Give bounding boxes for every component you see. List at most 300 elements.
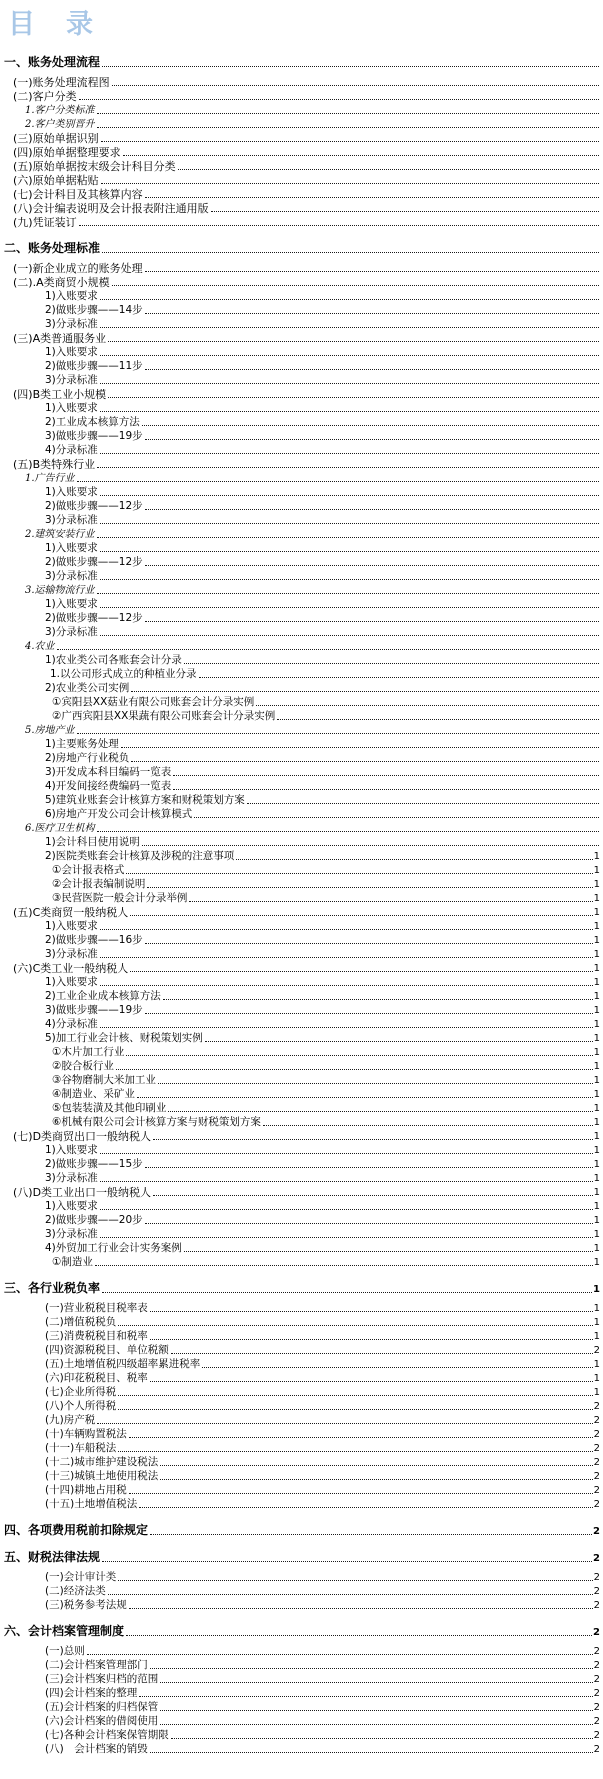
toc-entry-label: 2)工业企业成本核算方法 — [45, 990, 161, 1002]
toc-section-heading[interactable] — [4, 54, 600, 70]
toc-entry-label: 3)分录标准 — [45, 1172, 98, 1184]
dot-leader — [126, 1054, 592, 1056]
toc-entry[interactable] — [4, 303, 600, 317]
toc-entry[interactable] — [4, 597, 600, 611]
toc-entry[interactable] — [4, 1059, 600, 1073]
table-of-contents — [4, 54, 600, 1756]
toc-entry[interactable] — [4, 919, 600, 933]
toc-entry[interactable] — [4, 527, 600, 541]
toc-entry-label: 4)外贸加工行业会计实务案例 — [45, 1242, 182, 1254]
toc-entry[interactable] — [4, 961, 600, 975]
page-number: 1 — [593, 851, 600, 862]
toc-entry-label: 3)分录标准 — [45, 1228, 98, 1240]
toc-entry[interactable] — [4, 1728, 600, 1742]
page-number: 1 — [593, 1103, 600, 1114]
page-number: 1 — [593, 1331, 600, 1342]
toc-entry[interactable] — [4, 1031, 600, 1045]
toc-entry[interactable] — [4, 1185, 600, 1199]
toc-entry[interactable] — [4, 415, 600, 429]
toc-entry[interactable] — [4, 1644, 600, 1658]
toc-entry-label: ②广西宾阳县ⅩⅩ果蔬有限公司账套会计分录实例 — [52, 710, 276, 722]
toc-entry[interactable] — [4, 723, 600, 737]
dot-leader — [130, 970, 592, 972]
dot-leader — [150, 1380, 593, 1382]
toc-entry[interactable] — [4, 1441, 600, 1455]
toc-entry[interactable] — [4, 1413, 600, 1427]
dot-leader — [102, 65, 599, 67]
toc-entry-label: (八)会计编表说明及会计报表附注通用版 — [13, 202, 209, 215]
toc-entry[interactable] — [4, 1455, 600, 1469]
toc-entry-label: 2.建筑安装行业 — [25, 529, 95, 540]
toc-entry-label: 1)入账要求 — [45, 1144, 98, 1156]
toc-entry[interactable] — [4, 947, 600, 961]
dot-leader — [112, 84, 599, 86]
toc-entry[interactable] — [4, 317, 600, 331]
toc-entry[interactable] — [4, 513, 600, 527]
page-number: 1 — [593, 1303, 600, 1314]
toc-entry[interactable] — [4, 933, 600, 947]
toc-entry-label: 3)做账步骤——19步 — [45, 1004, 143, 1016]
toc-entry[interactable] — [4, 1497, 600, 1511]
dot-leader — [101, 182, 599, 184]
dot-leader — [171, 1352, 593, 1354]
toc-entry[interactable] — [4, 1343, 600, 1357]
dot-leader — [97, 1422, 592, 1424]
dot-leader — [139, 1695, 592, 1697]
toc-entry-label: (一)会计审计类 — [45, 1571, 117, 1583]
toc-entry-label: 3)做账步骤——19步 — [45, 430, 143, 442]
toc-entry[interactable] — [4, 1157, 600, 1171]
toc-entry[interactable] — [4, 1101, 600, 1115]
dot-leader — [137, 1096, 593, 1098]
page-title: 目 录 — [8, 9, 95, 40]
toc-entry-label: ①制造业 — [52, 1256, 93, 1268]
toc-entry-label: 1)入账要求 — [45, 402, 98, 414]
toc-entry-label: 2)做账步骤——11步 — [45, 360, 143, 372]
dot-leader — [163, 998, 593, 1000]
page-number: 1 — [593, 963, 600, 974]
dot-leader — [116, 1068, 593, 1070]
dot-leader — [247, 802, 599, 804]
toc-entry-label: 3)开发成本科目编码一览表 — [45, 766, 172, 778]
page-number: 2 — [593, 1646, 600, 1657]
page-number: 2 — [593, 1485, 600, 1496]
toc-entry[interactable] — [4, 89, 600, 103]
toc-entry[interactable] — [4, 373, 600, 387]
page-number: 1 — [593, 1061, 600, 1072]
dot-leader — [160, 1723, 592, 1725]
toc-entry-label: 1)农业类公司各账套会计分录 — [45, 654, 182, 666]
toc-entry[interactable] — [4, 1570, 600, 1584]
page-number: 1 — [593, 907, 600, 918]
toc-entry[interactable] — [4, 1357, 600, 1371]
toc-entry-label: ③谷物磨制大米加工业 — [52, 1074, 156, 1086]
toc-entry[interactable] — [4, 1115, 600, 1129]
dot-leader — [139, 1506, 592, 1508]
toc-entry[interactable] — [4, 569, 600, 583]
toc-entry[interactable] — [4, 443, 600, 457]
dot-leader — [150, 1310, 593, 1312]
toc-entry-label: 2)做账步骤——12步 — [45, 500, 143, 512]
toc-entry-label: 5)建筑业账套会计核算方案和财税策划方案 — [45, 794, 245, 806]
toc-section-heading[interactable] — [4, 1522, 600, 1538]
toc-entry[interactable] — [4, 1399, 600, 1413]
toc-entry-label: 2)医院类账套会计核算及涉税的注意事项 — [45, 850, 235, 862]
dot-leader — [123, 154, 599, 156]
toc-entry[interactable] — [4, 681, 600, 695]
dot-leader — [100, 452, 599, 454]
toc-section-heading[interactable] — [4, 1280, 600, 1296]
toc-entry[interactable] — [4, 103, 600, 117]
toc-entry[interactable] — [4, 835, 600, 849]
dot-leader — [277, 718, 599, 720]
toc-entry-label: (八) 会计档案的销毁 — [45, 1743, 148, 1755]
dot-leader — [100, 956, 593, 958]
toc-entry-label: (五)原始单据按末级会计科目分类 — [13, 160, 176, 173]
page-number: 2 — [593, 1674, 600, 1685]
dot-leader — [97, 112, 599, 114]
toc-entry[interactable] — [4, 1255, 600, 1269]
toc-entry[interactable] — [4, 289, 600, 303]
toc-entry-label: 1.以公司形式成立的种植业分录 — [50, 668, 197, 680]
page-number: 1 — [593, 1033, 600, 1044]
dot-leader — [118, 1408, 592, 1410]
dot-leader — [150, 1751, 593, 1753]
toc-entry-label: (一)营业税税目税率表 — [45, 1302, 148, 1314]
toc-entry-label: 4)分录标准 — [45, 1018, 98, 1030]
toc-entry[interactable] — [4, 1143, 600, 1157]
toc-entry-label: 5)加工行业会计核、财税策划实例 — [45, 1032, 203, 1044]
toc-section-heading-label: 一、账务处理流程 — [4, 55, 101, 69]
dot-leader — [142, 424, 599, 426]
page-number: 2 — [593, 1499, 600, 1510]
page-number: 2 — [593, 1401, 600, 1412]
page-number: 1 — [593, 1005, 600, 1016]
toc-entry-label: 2)农业类公司实例 — [45, 682, 130, 694]
toc-entry[interactable] — [4, 275, 600, 289]
toc-entry[interactable] — [4, 625, 600, 639]
toc-entry[interactable] — [4, 187, 600, 201]
dot-leader — [263, 1124, 593, 1126]
dot-leader — [236, 858, 592, 860]
dot-leader — [189, 900, 592, 902]
toc-entry[interactable] — [4, 667, 600, 681]
toc-entry[interactable] — [4, 75, 600, 89]
toc-entry[interactable] — [4, 1584, 600, 1598]
toc-entry[interactable] — [4, 1742, 600, 1756]
dot-leader — [100, 1152, 593, 1154]
dot-leader — [108, 1593, 593, 1595]
dot-leader — [100, 494, 599, 496]
dot-leader — [129, 1607, 593, 1609]
toc-entry-label: 2)做账步骤——20步 — [45, 1214, 143, 1226]
toc-entry[interactable] — [4, 695, 600, 709]
toc-entry-label: 1)会计科目使用说明 — [45, 836, 140, 848]
dot-leader — [95, 1264, 593, 1266]
toc-entry-label: 3)分录标准 — [45, 626, 98, 638]
toc-entry[interactable] — [4, 331, 600, 345]
toc-entry[interactable] — [4, 485, 600, 499]
dot-leader — [168, 1110, 592, 1112]
toc-entry[interactable] — [4, 1483, 600, 1497]
toc-entry-label: 2)做账步骤——16步 — [45, 934, 143, 946]
page-number: 2 — [593, 1744, 600, 1755]
toc-section-heading-label: 六、会计档案管理制度 — [4, 1624, 125, 1638]
page-number: 2 — [593, 1415, 600, 1426]
toc-entry[interactable] — [4, 1329, 600, 1343]
toc-entry-label: (二)会计档案管理部门 — [45, 1659, 148, 1671]
toc-entry-label: (三)会计档案归档的范围 — [45, 1673, 159, 1685]
page-number: 2 — [593, 1660, 600, 1671]
toc-entry[interactable] — [4, 849, 600, 863]
page-number: 2 — [593, 1627, 600, 1638]
dot-leader — [145, 368, 599, 370]
toc-entry[interactable] — [4, 611, 600, 625]
dot-leader — [100, 1236, 593, 1238]
toc-entry-label: 3)分录标准 — [45, 570, 98, 582]
toc-entry[interactable] — [4, 387, 600, 401]
toc-entry[interactable] — [4, 1385, 600, 1399]
page-number: 1 — [593, 1145, 600, 1156]
toc-entry[interactable] — [4, 457, 600, 471]
page-number: 1 — [593, 991, 600, 1002]
dot-leader — [145, 1222, 593, 1224]
toc-section-heading-label: 二、账务处理标准 — [4, 241, 101, 255]
page-number: 1 — [593, 1359, 600, 1370]
toc-entry[interactable] — [4, 261, 600, 275]
page-number: 1 — [593, 1159, 600, 1170]
dot-leader — [145, 438, 599, 440]
toc-entry[interactable] — [4, 117, 600, 131]
toc-entry-label: 1)入账要求 — [45, 598, 98, 610]
toc-entry[interactable] — [4, 1658, 600, 1672]
toc-entry-label: 1)入账要求 — [45, 542, 98, 554]
toc-entry[interactable] — [4, 863, 600, 877]
toc-entry-label: (七)会计科目及其核算内容 — [13, 188, 143, 201]
toc-entry[interactable] — [4, 471, 600, 485]
dot-leader — [145, 942, 593, 944]
toc-entry[interactable] — [4, 807, 600, 821]
toc-entry[interactable] — [4, 1227, 600, 1241]
page-number: 1 — [593, 865, 600, 876]
toc-entry-label: (一)新企业成立的账务处理 — [13, 262, 143, 275]
toc-entry[interactable] — [4, 765, 600, 779]
toc-entry[interactable] — [4, 737, 600, 751]
dot-leader — [145, 564, 599, 566]
toc-entry[interactable] — [4, 541, 600, 555]
toc-entry[interactable] — [4, 1315, 600, 1329]
page-number: 2 — [593, 1345, 600, 1356]
page-number: 2 — [593, 1553, 600, 1564]
toc-entry[interactable] — [4, 1686, 600, 1700]
toc-entry[interactable] — [4, 345, 600, 359]
toc-entry-label: (四)原始单据整理要求 — [13, 146, 121, 159]
dot-leader — [118, 1450, 592, 1452]
page-number: 1 — [593, 1243, 600, 1254]
toc-entry[interactable] — [4, 891, 600, 905]
dot-leader — [129, 1492, 593, 1494]
dot-leader — [100, 326, 599, 328]
toc-entry-label: 1.客户分类标准 — [25, 105, 95, 116]
toc-entry[interactable] — [4, 1700, 600, 1714]
toc-entry[interactable] — [4, 975, 600, 989]
page-number: 1 — [593, 1317, 600, 1328]
toc-entry-label: 1.广告行业 — [25, 473, 75, 484]
dot-leader — [126, 1634, 592, 1636]
dot-leader — [194, 816, 599, 818]
toc-entry[interactable] — [4, 1714, 600, 1728]
dot-leader — [205, 1040, 593, 1042]
toc-entry[interactable] — [4, 877, 600, 891]
toc-entry-label: 5.房地产业 — [25, 725, 75, 736]
toc-entry[interactable] — [4, 1371, 600, 1385]
toc-entry-label: 2)做账步骤——12步 — [45, 612, 143, 624]
toc-entry[interactable] — [4, 173, 600, 187]
dot-leader — [178, 168, 599, 170]
toc-entry[interactable] — [4, 793, 600, 807]
page-number: 2 — [593, 1730, 600, 1741]
dot-leader — [160, 1478, 592, 1480]
toc-entry[interactable] — [4, 215, 600, 229]
toc-entry-label: ①会计报表格式 — [52, 864, 125, 876]
toc-entry-label: 2)房地产行业税负 — [45, 752, 130, 764]
page-number: 1 — [593, 935, 600, 946]
page-number: 1 — [593, 1284, 600, 1295]
toc-entry-label: ③民营医院一般会计分录举例 — [52, 892, 188, 904]
toc-entry[interactable] — [4, 1171, 600, 1185]
toc-section-heading-label: 四、各项费用税前扣除规定 — [4, 1523, 149, 1537]
page-number: 1 — [593, 1257, 600, 1268]
dot-leader — [100, 522, 599, 524]
toc-entry[interactable] — [4, 821, 600, 835]
toc-entry-label: 4)分录标准 — [45, 444, 98, 456]
toc-entry[interactable] — [4, 359, 600, 373]
toc-entry-label: 2)做账步骤——12步 — [45, 556, 143, 568]
toc-entry-label: (五)B类特殊行业 — [13, 458, 96, 471]
toc-entry-label: (十三)城镇土地使用税法 — [45, 1470, 159, 1482]
toc-entry[interactable] — [4, 1017, 600, 1031]
toc-entry-label: (七)D类商贸出口一般纳税人 — [13, 1130, 152, 1143]
page-number: 1 — [593, 1201, 600, 1212]
toc-entry-label: (九)房产税 — [45, 1414, 96, 1426]
toc-entry[interactable] — [4, 429, 600, 443]
toc-entry-label: (八)D类工业出口一般纳税人 — [13, 1186, 152, 1199]
toc-entry[interactable] — [4, 499, 600, 513]
dot-leader — [100, 606, 599, 608]
toc-entry-label: (十一)车船税法 — [45, 1442, 117, 1454]
page-number: 1 — [593, 1075, 600, 1086]
dot-leader — [100, 550, 599, 552]
dot-leader — [153, 1138, 593, 1140]
dot-leader — [97, 592, 599, 594]
toc-entry[interactable] — [4, 1241, 600, 1255]
toc-entry[interactable] — [4, 989, 600, 1003]
toc-entry[interactable] — [4, 583, 600, 597]
toc-entry[interactable] — [4, 1598, 600, 1612]
dot-leader — [97, 830, 599, 832]
dot-leader — [131, 760, 599, 762]
toc-entry-label: (三)税务参考法规 — [45, 1599, 127, 1611]
dot-leader — [97, 126, 599, 128]
dot-leader — [153, 1194, 593, 1196]
toc-entry-label: 3.运输物流行业 — [25, 585, 95, 596]
dot-leader — [211, 210, 599, 212]
toc-entry-label: 2)做账步骤——14步 — [45, 304, 143, 316]
toc-entry-label: 1)入账要求 — [45, 486, 98, 498]
dot-leader — [150, 1338, 593, 1340]
toc-entry[interactable] — [4, 1073, 600, 1087]
page-number: 1 — [593, 1089, 600, 1100]
page-number: 1 — [593, 1173, 600, 1184]
toc-entry[interactable] — [4, 1469, 600, 1483]
dot-leader — [79, 224, 599, 226]
page-number: 1 — [593, 879, 600, 890]
dot-leader — [102, 251, 599, 253]
toc-entry[interactable] — [4, 1301, 600, 1315]
dot-leader — [145, 620, 599, 622]
toc-entry[interactable] — [4, 1672, 600, 1686]
toc-entry-label: 2.客户类别晋升 — [25, 119, 95, 130]
toc-entry[interactable] — [4, 131, 600, 145]
dot-leader — [142, 844, 599, 846]
dot-leader — [145, 312, 599, 314]
toc-entry[interactable] — [4, 1003, 600, 1017]
toc-entry[interactable] — [4, 201, 600, 215]
toc-section-heading[interactable] — [4, 1623, 600, 1639]
toc-entry[interactable] — [4, 555, 600, 569]
dot-leader — [150, 1667, 593, 1669]
dot-leader — [87, 1653, 593, 1655]
toc-entry[interactable] — [4, 1213, 600, 1227]
page-number: 1 — [593, 1373, 600, 1384]
toc-entry[interactable] — [4, 709, 600, 723]
toc-entry[interactable] — [4, 1087, 600, 1101]
page-number: 2 — [593, 1716, 600, 1727]
toc-entry-label: ①木片加工行业 — [52, 1046, 125, 1058]
toc-entry[interactable] — [4, 751, 600, 765]
dot-leader — [118, 1324, 592, 1326]
dot-leader — [79, 98, 599, 100]
toc-entry[interactable] — [4, 639, 600, 653]
toc-entry[interactable] — [4, 905, 600, 919]
dot-leader — [147, 886, 592, 888]
toc-entry[interactable] — [4, 159, 600, 173]
page-number: 1 — [593, 1117, 600, 1128]
toc-entry-label: (七)企业所得税 — [45, 1386, 117, 1398]
toc-entry[interactable] — [4, 1199, 600, 1213]
toc-entry[interactable] — [4, 1045, 600, 1059]
dot-leader — [108, 340, 599, 342]
toc-entry-label: (十四)耕地占用税 — [45, 1484, 127, 1496]
toc-entry-label: (五)土地增值税四级超率累进税率 — [45, 1358, 201, 1370]
toc-section-heading[interactable] — [4, 240, 600, 256]
toc-section-heading[interactable] — [4, 1549, 600, 1565]
toc-entry[interactable] — [4, 1427, 600, 1441]
toc-entry-label: 3)分录标准 — [45, 318, 98, 330]
toc-entry[interactable] — [4, 1129, 600, 1143]
dot-leader — [100, 410, 599, 412]
toc-entry[interactable] — [4, 653, 600, 667]
toc-entry[interactable] — [4, 401, 600, 415]
toc-entry[interactable] — [4, 779, 600, 793]
toc-entry[interactable] — [4, 145, 600, 159]
page-number: 2 — [593, 1586, 600, 1597]
page-number: 2 — [593, 1572, 600, 1583]
page-number: 1 — [593, 1187, 600, 1198]
toc-entry-label: 1)入账要求 — [45, 290, 98, 302]
toc-entry-label: (六)C类工业一般纳税人 — [13, 962, 129, 975]
dot-leader — [100, 928, 593, 930]
